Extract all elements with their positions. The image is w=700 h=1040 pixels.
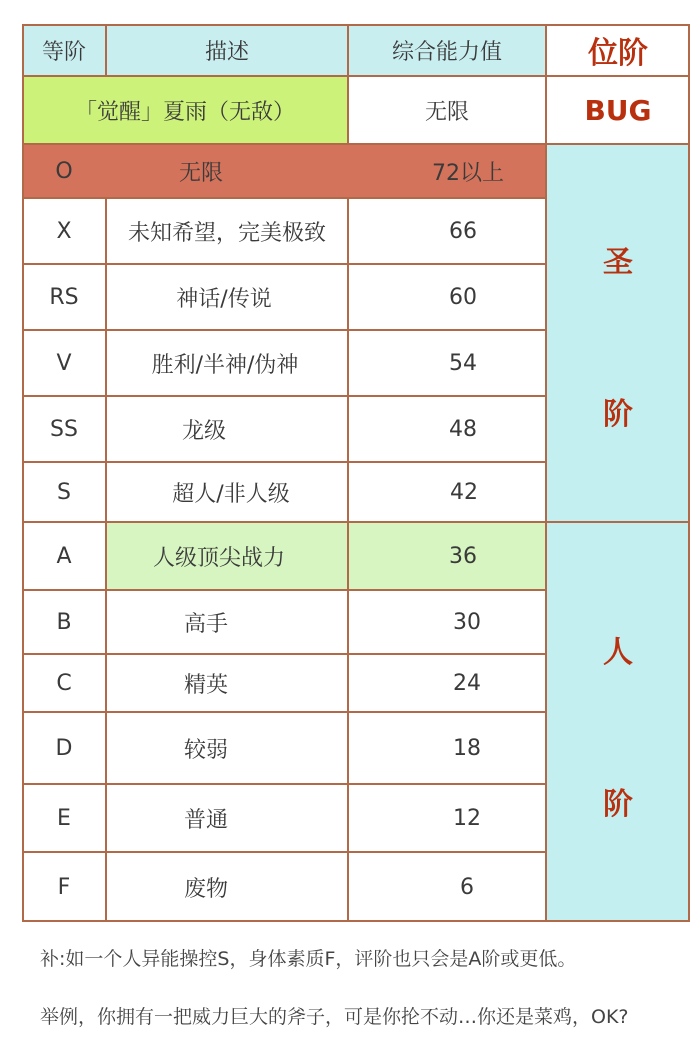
grade-d: D — [55, 735, 73, 761]
desc-b: 高手 — [183, 611, 228, 637]
desc-x: 未知希望，完美极致 — [127, 220, 326, 246]
desc-a: 人级顶尖战力 — [152, 545, 285, 571]
bug-desc: 「觉醒」夏雨（无敌） — [74, 99, 295, 125]
human-tier-char2: 阶 — [603, 787, 633, 822]
grade-f: F — [57, 874, 71, 900]
desc-c: 精英 — [183, 672, 228, 698]
grade-a: A — [56, 543, 72, 569]
value-b: 30 — [453, 609, 481, 635]
value-a: 36 — [449, 543, 477, 569]
value-rs: 60 — [449, 284, 477, 310]
value-f: 6 — [460, 874, 474, 900]
grade-s: S — [57, 479, 71, 505]
header-value: 综合能力值 — [391, 39, 502, 65]
holy-tier-char1: 圣 — [603, 245, 633, 280]
desc-v: 胜利/半神/伪神 — [151, 352, 299, 378]
desc-rs: 神话/传说 — [176, 286, 272, 312]
o-desc: 无限 — [178, 160, 223, 186]
grade-ss: SS — [50, 416, 78, 442]
value-x: 66 — [449, 218, 477, 244]
o-grade: O — [55, 158, 73, 184]
header-desc: 描述 — [204, 39, 249, 65]
value-v: 54 — [449, 350, 477, 376]
header-grade: 等阶 — [41, 39, 86, 65]
grade-c: C — [56, 670, 72, 696]
note-line-2: 举例，你拥有一把威力巨大的斧子，可是你抡不动…你还是菜鸡，OK? — [40, 1006, 629, 1028]
value-e: 12 — [453, 805, 481, 831]
bug-tier: BUG — [584, 93, 652, 127]
grade-b: B — [56, 609, 72, 635]
bug-value: 无限 — [424, 99, 469, 125]
grade-e: E — [57, 805, 71, 831]
value-d: 18 — [453, 735, 481, 761]
o-value: 72以上 — [432, 160, 504, 186]
tier-table — [22, 24, 690, 922]
value-c: 24 — [453, 670, 481, 696]
grade-rs: RS — [49, 284, 79, 310]
human-tier-char1: 人 — [603, 635, 633, 670]
desc-d: 较弱 — [183, 737, 228, 763]
holy-tier-char2: 阶 — [603, 397, 633, 432]
desc-s: 超人/非人级 — [172, 481, 290, 507]
grade-v: V — [56, 350, 72, 376]
value-s: 42 — [450, 479, 478, 505]
grade-x: X — [56, 218, 72, 244]
desc-e: 普通 — [183, 807, 228, 833]
desc-ss: 龙级 — [181, 418, 226, 444]
note-line-1: 补:如一个人异能操控S，身体素质F，评阶也只会是A阶或更低。 — [40, 948, 577, 970]
desc-f: 废物 — [183, 876, 228, 902]
value-ss: 48 — [449, 416, 477, 442]
header-tier: 位阶 — [588, 36, 648, 71]
